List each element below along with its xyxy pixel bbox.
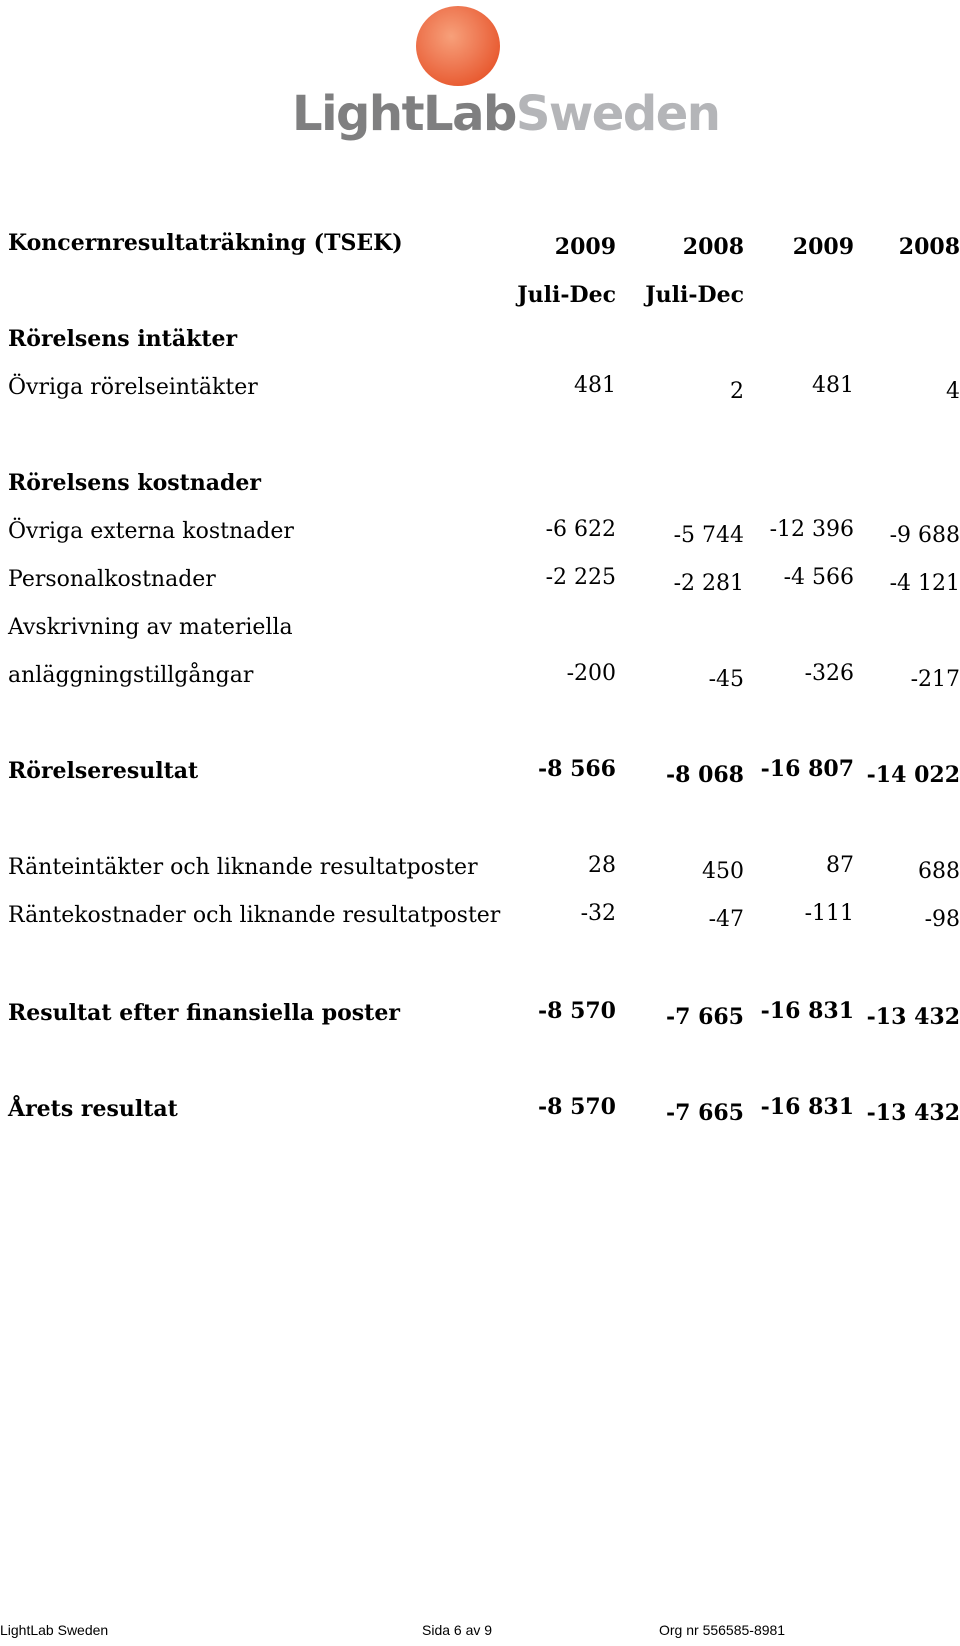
cell-value: -47 xyxy=(708,907,744,932)
row-label: Ränteintäkter och liknande resultatposter xyxy=(8,855,478,880)
page-footer xyxy=(0,1622,960,1646)
cell-value: -13 432 xyxy=(866,1100,960,1126)
cell-value: -2 225 xyxy=(545,565,616,590)
cell-value: 450 xyxy=(702,859,744,884)
year-header: 2008 xyxy=(682,234,744,260)
cell-value: -8 566 xyxy=(537,756,616,782)
company-logo xyxy=(0,0,960,150)
row-label: Resultat efter finansiella poster xyxy=(8,1000,400,1026)
cell-value: -16 831 xyxy=(760,1094,854,1120)
table-row xyxy=(8,654,960,694)
cell-value: 481 xyxy=(812,373,854,398)
table-row xyxy=(8,846,960,886)
table-row xyxy=(8,894,960,934)
footer-org-number: Org nr 556585-8981 xyxy=(659,1622,786,1638)
cell-value: 87 xyxy=(826,853,854,878)
cell-value: -4 566 xyxy=(783,565,854,590)
cell-value: 2 xyxy=(730,379,744,404)
row-label: anläggningstillgångar xyxy=(8,663,254,688)
section-heading: Rörelsens intäkter xyxy=(8,326,238,352)
cell-value: -5 744 xyxy=(673,523,744,548)
table-row xyxy=(8,366,960,406)
cell-value: -45 xyxy=(708,667,744,692)
cell-value: 4 xyxy=(946,379,960,404)
cell-value: 688 xyxy=(918,859,960,884)
sun-icon xyxy=(416,6,500,86)
cell-value: -6 622 xyxy=(545,517,616,542)
cell-value: -200 xyxy=(566,661,616,686)
section-heading: Rörelsens kostnader xyxy=(8,470,262,496)
cell-value: -8 570 xyxy=(537,1094,616,1120)
period-header: Juli-Dec xyxy=(645,282,744,308)
cell-value: 28 xyxy=(588,853,616,878)
cell-value: -14 022 xyxy=(866,762,960,788)
page-title: Koncernresultaträkning (TSEK) xyxy=(8,230,403,256)
year-header: 2008 xyxy=(898,234,960,260)
period-header: Juli-Dec xyxy=(517,282,616,308)
footer-company: LightLab Sweden xyxy=(0,1622,109,1638)
cell-value: -4 121 xyxy=(889,571,960,596)
row-label: Personalkostnader xyxy=(8,567,216,592)
year-header: 2009 xyxy=(554,234,616,260)
logo-wordmark: LightLabSweden xyxy=(292,86,720,142)
subtotal-row xyxy=(8,750,960,790)
cell-value: -98 xyxy=(924,907,960,932)
row-label: Övriga externa kostnader xyxy=(8,519,294,544)
total-row xyxy=(8,1088,960,1128)
cell-value: -8 570 xyxy=(537,998,616,1024)
cell-value: -326 xyxy=(804,661,854,686)
cell-value: -32 xyxy=(580,901,616,926)
cell-value: -2 281 xyxy=(673,571,744,596)
cell-value: -16 831 xyxy=(760,998,854,1024)
cell-value: -7 665 xyxy=(665,1004,744,1030)
row-label: Rörelseresultat xyxy=(8,758,199,784)
row-label: Övriga rörelseintäkter xyxy=(8,375,258,400)
subtotal-row xyxy=(8,992,960,1032)
row-label: Årets resultat xyxy=(8,1096,178,1122)
table-row xyxy=(8,510,960,550)
cell-value: -217 xyxy=(910,667,960,692)
cell-value: -9 688 xyxy=(889,523,960,548)
cell-value: -8 068 xyxy=(665,762,744,788)
table-row xyxy=(8,606,960,646)
cell-value: -13 432 xyxy=(866,1004,960,1030)
period-row xyxy=(8,270,960,310)
header-row xyxy=(8,222,960,262)
cell-value: -7 665 xyxy=(665,1100,744,1126)
cell-value: -16 807 xyxy=(760,756,854,782)
cell-value: 481 xyxy=(574,373,616,398)
row-label: Räntekostnader och liknande resultatposter xyxy=(8,903,501,928)
table-row xyxy=(8,558,960,598)
year-header: 2009 xyxy=(792,234,854,260)
cell-value: -111 xyxy=(804,901,854,926)
footer-page-number: Sida 6 av 9 xyxy=(422,1622,493,1638)
row-label: Avskrivning av materiella xyxy=(8,615,293,640)
cell-value: -12 396 xyxy=(769,517,854,542)
